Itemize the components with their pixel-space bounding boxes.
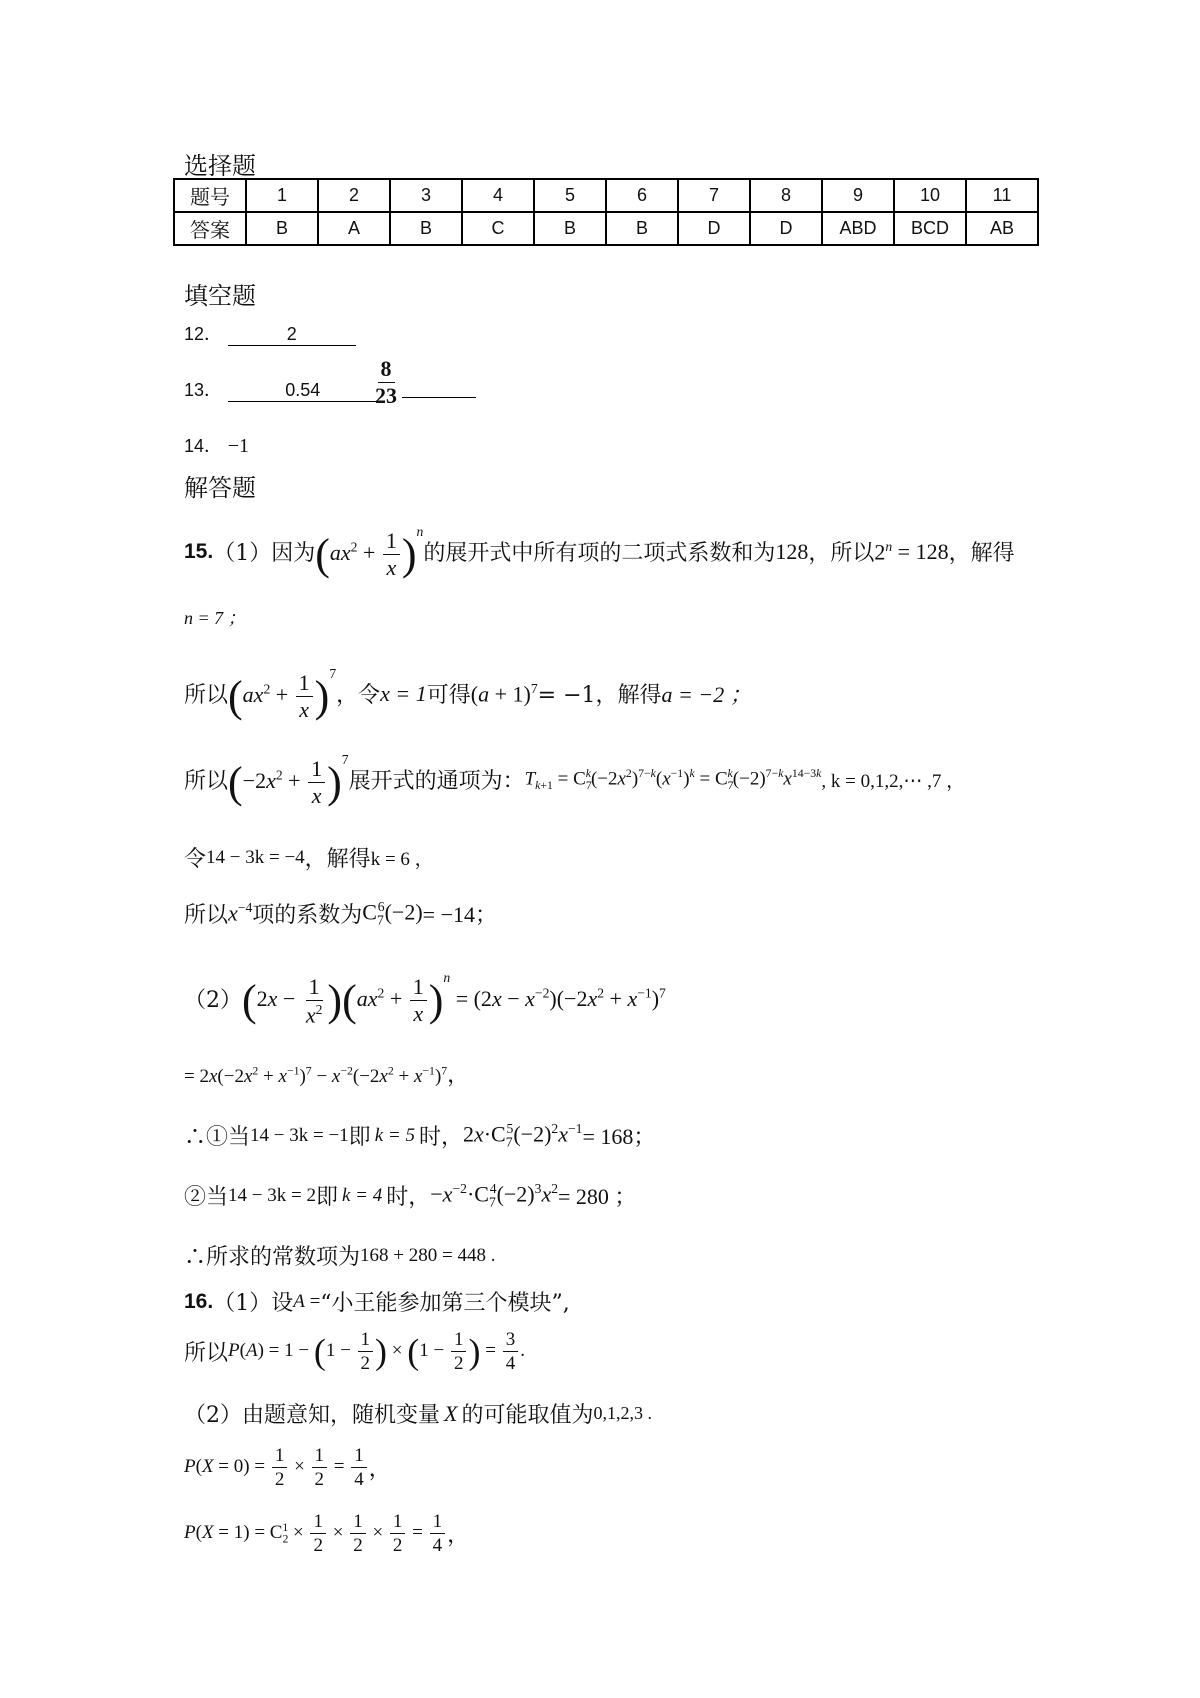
table-head-answer: 答案 (174, 212, 246, 245)
q15-line9-ji: 即 (348, 1125, 371, 1150)
q15-line10-ji: 即 (315, 1185, 338, 1210)
q16-line2-so: 所以 (184, 1341, 229, 1366)
q15-line3-a: a = −2 ； (661, 682, 752, 708)
q15-expression-1: ($ax^2$ + $\frac{1}{x}$ )$^n$ (315, 524, 424, 581)
q15-line3-get: 可得 (426, 683, 471, 709)
q15-line5-solve: ，解得 (304, 847, 371, 872)
q15-line9-val: = 168； (582, 1124, 656, 1149)
q15-line-11 (184, 1240, 495, 1271)
q15-line5-k: k = 6 ， (370, 849, 434, 870)
q15-part2-label: （2） (184, 987, 242, 1013)
table-cell: 4 (462, 179, 534, 212)
q15-part1-intro: （1）因为 (213, 541, 316, 567)
q12-answer: 2 (228, 324, 356, 346)
table-cell: BCD (894, 212, 966, 245)
q15-line10-val: = 280 ； (558, 1184, 637, 1209)
q13-fraction (370, 358, 402, 407)
q15-line-2: n = 7 ； (184, 608, 246, 628)
q15-line-5 (184, 842, 434, 873)
table-cell: B (534, 212, 606, 245)
table-cell: A (318, 212, 390, 245)
table-cell: D (750, 212, 822, 245)
q16-var-x: X (444, 1400, 458, 1426)
q15-solve: ，解得 (948, 541, 1015, 567)
q15-line-10 (184, 1180, 636, 1211)
q12-label: 12． (184, 324, 223, 344)
table-cell: 2 (318, 179, 390, 212)
q16-line-2 (184, 1330, 525, 1373)
q16-event-a: A = (293, 1290, 321, 1312)
table-cell: C (462, 212, 534, 245)
q15-line3-result: = −1，解得 (537, 683, 662, 709)
q15-line-4 (184, 752, 965, 807)
q15-eq: = 128 (897, 538, 949, 564)
q15-expression-3: $(a + 1)^7$ (470, 680, 538, 706)
q15-line11-text: ∴所求的常数项为 (184, 1245, 361, 1270)
q15-line8-tail: ， (447, 1063, 470, 1088)
q15-term-280: $-x^{-2}\cdot C_7^4(-2)^3x^2$ (430, 1180, 559, 1210)
table-cell: AB (966, 212, 1038, 245)
q15-line-3 (184, 666, 752, 721)
q13-label: 13． (184, 380, 223, 400)
q15-line9-shi: 时， (418, 1125, 463, 1150)
q15-line5-eq: 14 − 3k = −4 (206, 846, 305, 868)
q15-line6-val: = −14； (422, 902, 497, 927)
q16-prob-x1: $P(X = 1) = C_2^1$ × $\frac{1}{2}$ × $\frac{1}{2}$ × $\frac{1}{2}$ = $\frac{1}{4}$ (184, 1512, 447, 1555)
table-cell: 11 (966, 179, 1038, 212)
table-row-answers (174, 212, 1038, 245)
table-cell: 3 (390, 179, 462, 212)
q16-part1-intro: （1）设 (213, 1291, 294, 1316)
fill-section-title: 填空题 (184, 282, 256, 310)
table-cell: 10 (894, 179, 966, 212)
q15-line-8 (184, 1058, 469, 1089)
q15-line10-eq: 14 − 3k = 2 (228, 1184, 316, 1206)
q16-part2-vals: 0,1,2,3 . (593, 1403, 652, 1423)
q16-event: “小王能参加第三个模块”, (320, 1291, 570, 1316)
table-cell: B (246, 212, 318, 245)
q15-line9-eq: 14 − 3k = −1 (250, 1124, 349, 1146)
q15-line3-x1: x = 1 (380, 680, 427, 706)
q16-part2-intro: （2）由题意知，随机变量 (184, 1403, 440, 1428)
q13-line (184, 376, 378, 402)
q15-line10-start: ②当 (184, 1185, 229, 1210)
table-cell: B (390, 212, 462, 245)
solution-section-title: 解答题 (184, 474, 256, 502)
q15-general-term: $T_{k+1} = C_7^k(-2x^2)^{7-k}(x^{-1})^k = C_7^k(-2)^{7-k}x^{14-3k}$ (524, 766, 822, 792)
q15-part1-text: 的展开式中所有项的二项式系数和为 (423, 541, 776, 567)
table-cell: 8 (750, 179, 822, 212)
table-head-number: 题号 (174, 179, 246, 212)
q15-line6-text: 项的系数为 (252, 903, 363, 928)
q16-number: 16. (184, 1289, 214, 1313)
q13-blank-line (402, 397, 476, 398)
q15-expression-6: = $2x(-2x^2 + x^{-1})^7 - x^{-2}(-2x^2 + x^{-1})^7$ (184, 1064, 448, 1087)
q15-term-168: $2x\cdot C_7^5(-2)^2x^{-1}$ (462, 1120, 583, 1150)
q15-expression-2: ($ax^2$ + $\frac{1}{x}$ )$^7$ (228, 666, 337, 723)
q15-line4-so: 所以 (184, 769, 229, 795)
q15-number: 15. (184, 539, 214, 563)
q16-prob-x0: P(X = 0) = $\frac{1}{2}$ × $\frac{1}{2}$ = $\frac{1}{4}$ (184, 1446, 369, 1489)
q15-line-9 (184, 1120, 655, 1151)
table-cell: D (678, 212, 750, 245)
q16-line-5: $P(X = 1) = C_2^1$ × $\frac{1}{2}$ × $\frac{1}{2}$ × $\frac{1}{2}$ = $\frac{1}{4}$ ， (184, 1511, 470, 1556)
q15-line3-so: 所以 (184, 683, 229, 709)
q14-label: 14． (184, 436, 223, 456)
answer-table (173, 178, 1039, 246)
q15-line5-let: 令 (184, 847, 207, 872)
q15-line-6 (184, 898, 497, 929)
q15-line4-text: 展开式的通项为： (348, 769, 525, 795)
table-cell: 5 (534, 179, 606, 212)
q15-line11-eq: 168 + 280 = 448 . (360, 1244, 496, 1266)
q13-frac-num: 8 (378, 358, 395, 383)
q16-line-1 (184, 1286, 570, 1317)
q15-line3-let: ，令 (336, 683, 381, 709)
table-cell: 6 (606, 179, 678, 212)
q12-line (184, 320, 356, 346)
q15-line6-so: 所以 (184, 903, 229, 928)
q15-line-1 (184, 524, 1015, 579)
table-cell: ABD (822, 212, 894, 245)
table-row-numbers (174, 179, 1038, 212)
table-cell: 9 (822, 179, 894, 212)
q16-line-3 (184, 1398, 652, 1429)
q16-prob-a: P(A) = 1 − (1 − $\frac{1}{2}$ ) × (1 − $\frac{1}{2}$ ) = $\frac{3}{4}$ . (228, 1329, 525, 1374)
q15-line10-k: k = 4 (341, 1184, 383, 1206)
q15-x-4: $x^{-4}$ (228, 900, 253, 926)
q14-answer: −1 (227, 435, 250, 457)
q15-line10-shi: 时， (386, 1185, 431, 1210)
q13-frac-den: 23 (375, 383, 397, 408)
table-cell: 1 (246, 179, 318, 212)
q15-line9-therefore: ∴①当 (184, 1125, 251, 1150)
q13-answer-1: 0.54 (228, 380, 378, 402)
q15-2n: 2$^n$ (874, 538, 893, 564)
q15-line9-k: k = 5 (374, 1124, 415, 1146)
table-cell: B (606, 212, 678, 245)
q15-128: 128 (775, 538, 809, 564)
choice-section-title: 选择题 (184, 152, 256, 180)
q16-part2-text: 的可能取值为 (461, 1403, 594, 1428)
q15-coefficient: $C_7^6(-2)$ (362, 898, 423, 928)
table-cell: 7 (678, 179, 750, 212)
q14-line (184, 432, 249, 458)
q15-expression-4: ($-2x^2$ + $\frac{1}{x}$ )$^7$ (228, 752, 349, 809)
q15-line-7 (184, 970, 666, 1026)
q15-line4-k: , k = 0,1,2,⋯ ,7 ， (821, 771, 966, 793)
q16-line-4: P(X = 0) = $\frac{1}{2}$ × $\frac{1}{2}$ = $\frac{1}{4}$ ， (184, 1445, 391, 1490)
q15-expression-5: (2x − $\frac{1}{x^2}$ )($ax^2$ + $\frac{1}{x}$ )$^n = (2x - x^{-2})(-2x^2 + x^{-1})^7$ (242, 970, 666, 1028)
q15-part1-so: ，所以 (808, 541, 875, 567)
